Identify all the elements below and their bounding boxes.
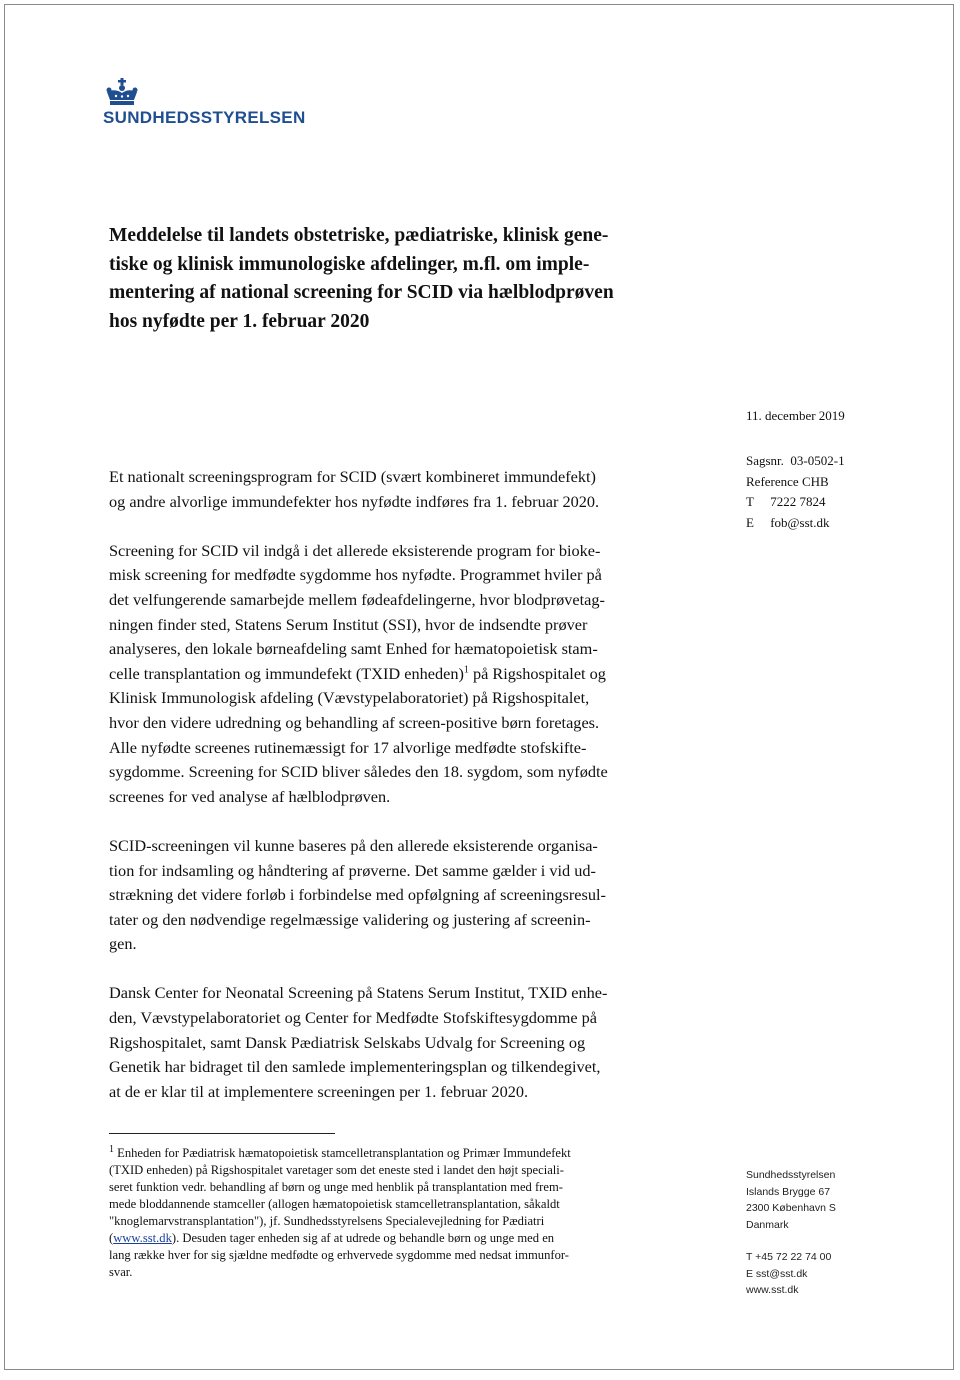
body-line: Dansk Center for Neonatal Screening på Statens Serum Institut, TXID enhe- [109,983,608,1003]
footnote-line [109,1145,709,1162]
address-street: Islands Brygge 67 [746,1185,831,1198]
body-line: det velfungerende samarbejde mellem fødeafdelingerne, hvor blodprøvetag- [109,589,605,609]
email-row [746,513,845,534]
body-line-with-footnote [109,662,709,687]
title-line: mentering af national screening for SCID via hælblodprøven [109,282,614,303]
phone-row [746,492,845,513]
footnote-line: "knoglemarvstransplantation"), jf. Sundhedsstyrelsens Specialevejledning for Pædiatri [109,1214,545,1228]
title-line: tiske og klinisk immunologiske afdelinger, m.fl. om imple- [109,253,590,275]
footnote-text: Enheden for Pædiatrisk hæmatopoietisk stamcelletransplantation og Primær Immundefekt [114,1146,571,1160]
footnote-reference: 1 [463,664,469,676]
paragraph-partners [109,981,709,1104]
footnote-divider [109,1133,335,1134]
document-page [4,4,954,1370]
document-date: 11. december 2019 [746,408,845,423]
case-number-row [746,451,845,472]
sst-website-link[interactable]: www.sst.dk [113,1231,172,1245]
body-line: den, Vævstypelaboratoriet og Center for Medfødte Stofskiftesygdomme på [109,1008,598,1028]
body-line: Genetik har bidraget til den samlede implementeringsplan og tilkendegivet, [109,1057,601,1077]
footnote-text: ). Desuden tager enheden sig af at udrede og behandle børn og unge med en [171,1231,555,1245]
case-metadata [746,451,845,533]
address-country: Danmark [746,1218,789,1231]
body-line: tion for indsamling og håndtering af prøverne. Det samme gælder i vid ud- [109,860,596,880]
case-number-label: Sagsnr. [746,453,784,468]
address-city: 2300 København S [746,1202,836,1214]
footnote [109,1145,709,1281]
body-line: sygdomme. Screening for SCID bliver således den 18. sygdom, som nyfødte [109,762,608,782]
document-title [109,222,699,336]
paragraph-program [109,539,709,810]
letter-body [109,465,709,1129]
contact-web: www.sst.dk [746,1284,799,1296]
body-line: Alle nyfødte screenes rutinemæssigt for 17 alvorlige medfødte stofskifte- [109,737,587,757]
footnote-line: lang række hver for sig sjældne medfødte og erhvervede sygdomme med nedsat immunfor- [109,1248,570,1262]
phone-value: 7222 7824 [770,494,826,509]
body-line: ningen finder sted, Statens Serum Institut (SSI), hvor de indsendte prøver [109,614,588,634]
body-line: gen. [109,934,137,954]
footnote-line: (TXID enheden) på Rigshospitalet varetager som det eneste sted i landet den højt speciali- [109,1163,564,1177]
title-line: hos nyfødte per 1. februar 2020 [109,310,370,332]
body-line: hvor den videre udredning og behandling af screen-positive børn foretages. [109,712,600,732]
footnote-marker: 1 [109,1143,114,1155]
crown-icon [105,78,139,106]
footnote-line: seret funktion vedr. behandling af børn og unge med henblik på transplantation med frem- [109,1180,563,1194]
body-line-text: celle transplantation og immundefekt (TXID enheden) [109,663,464,683]
email-label: E [746,514,754,530]
title-line: Meddelelse til landets obstetriske, pædiatriske, klinisk gene- [109,225,609,246]
footnote-line: mede bloddannende stamceller (allogen hæmatopoietisk stamcelletransplantation, såkaldt [109,1197,560,1211]
logo-wordmark: SUNDHEDSSTYRELSEN [103,108,306,127]
paragraph-intro [109,465,709,514]
footnote-text: ( [109,1231,114,1245]
reference-value: CHB [801,473,829,489]
address-org: Sundhedsstyrelsen [746,1169,836,1181]
email-value: fob@sst.dk [770,514,830,530]
sender-address [746,1167,836,1299]
footnote-line-with-link [109,1230,709,1247]
phone-label: T [746,494,754,509]
contact-email: E sst@sst.dk [746,1267,808,1280]
contact-block [746,1249,836,1299]
body-line: Screening for SCID vil indgå i det allerede eksisterende program for bioke- [109,540,601,560]
body-line: strækning det videre forløb i forbindelse med opfølgning af screeningsresul- [109,885,606,905]
body-line: at de er klar til at implementere screeningen per 1. februar 2020. [109,1081,529,1101]
body-line-text: på Rigshospitalet og [468,663,606,683]
paragraph-organisation [109,834,709,957]
body-line: analyseres, den lokale børneafdeling samt Enhed for hæmatopoietisk stam- [109,639,598,659]
body-line: og andre alvorlige immundefekter hos nyfødte indføres fra 1. februar 2020. [109,491,600,511]
body-line: Rigshospitalet, samt Dansk Pædiatrisk Selskabs Udvalg for Screening og [109,1032,586,1052]
sundhedsstyrelsen-logo [103,78,306,128]
footnote-line: svar. [109,1265,133,1279]
contact-phone: T +45 72 22 74 00 [746,1251,832,1263]
body-line: SCID-screeningen vil kunne baseres på den allerede eksisterende organisa- [109,835,598,855]
body-line: screenes for ved analyse af hælblodprøven. [109,786,391,806]
body-line: Et nationalt screeningsprogram for SCID (svært kombineret immundefekt) [109,467,596,486]
reference-row [746,472,845,493]
body-line: misk screening for medfødte sygdomme hos nyfødte. Programmet hviler på [109,565,602,585]
case-number-value: 03-0502-1 [790,453,845,468]
body-line: Klinisk Immunologisk afdeling (Vævstypelaboratoriet) på Rigshospitalet, [109,688,590,708]
body-line: tater og den nødvendige regelmæssige validering og justering af screenin- [109,909,591,929]
reference-label: Reference [746,473,799,489]
